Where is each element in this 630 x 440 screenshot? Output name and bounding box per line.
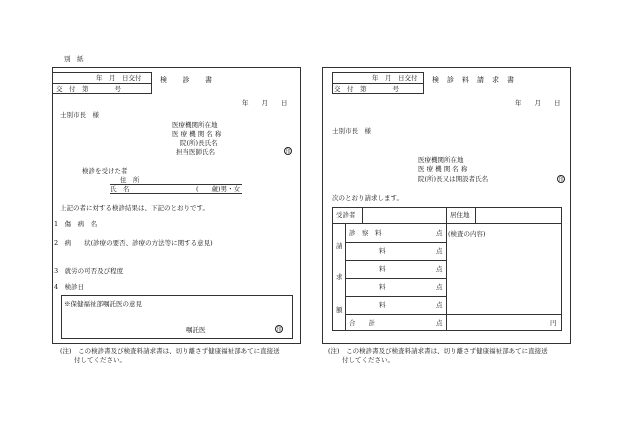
total-yen: 円 [550,319,557,327]
institution-address: 医療機関所在地 [172,121,218,129]
fee-row-label: 料 [379,265,386,273]
fee-row-unit: 点 [436,229,443,237]
examinee-address-label: 住 所 [120,176,140,184]
seal-mark: 印 [285,149,291,155]
fee-row-unit: 点 [436,247,443,255]
footer-note: (注) この検診書及び検査料請求書は、切り離さず健康福祉部あてに直接送 [60,347,280,355]
fee-row-label: 料 [379,247,386,255]
claim-institution-name: 医 療 機 関 名 称 [418,165,468,173]
claim-issue-number-label: 交 付 第 号 [334,85,399,93]
claim-addressee: 士別市長 様 [332,127,371,135]
attachment-label: 別 紙 [64,55,84,63]
claim-form-date: 年 月 日 [515,99,561,107]
item-exam-date: 4 検診日 [54,283,85,291]
claim-issue-date-label: 年 月 日交付 [372,74,418,82]
item-condition: 2 病 状(診療の要否、診療の方法等に関する意見) [54,239,213,247]
claim-footer-note-cont: 付してください。 [342,356,394,364]
institution-name: 医 療 機 関 名 称 [172,130,222,138]
fee-row-label: 料 [379,283,386,291]
claim-char-2: 求 [336,273,343,281]
recipient-label: 受診者 [336,211,356,219]
doctor-name: 担当医師氏名 [176,148,215,156]
opinion-seal-mark: 印 [276,327,282,333]
fee-row-unit: 点 [436,265,443,273]
examinee-heading: 検診を受けた者 [82,167,128,175]
item-diagnosis: 1 傷 病 名 [54,220,98,228]
claim-footer-note: (注) この検診書及び検査料請求書は、切り離さず健康福祉部あてに直接送 [328,347,548,355]
total-unit: 点 [436,319,443,327]
request-text: 次のとおり請求します。 [332,194,403,202]
examinee-name-line [110,193,242,194]
issue-date-label: 年 月 日交付 [96,74,142,82]
addressee: 士別市長 様 [60,111,99,119]
total-label: 合 計 [349,319,375,327]
director-name: 院(所)長氏名 [180,139,218,147]
examinee-age-sex: ( 歳)男・女 [196,185,241,193]
exam-form-date: 年 月 日 [242,99,288,107]
opinion-title: ※保健福祉部嘱託医の意見 [64,300,142,308]
claim-char-1: 請 [336,242,343,250]
intro-text: 上記の者に対する検診結果は、下記のとおりです。 [60,204,209,212]
exam-form-title: 検 診 書 [160,76,213,84]
claim-char-3: 額 [336,306,343,314]
fee-row-label: 料 [379,301,386,309]
issue-number-label: 交 付 第 号 [56,85,121,93]
fee-row-label: 診 察 料 [349,229,382,237]
residence-label: 居住地 [450,211,470,219]
item-work-ability: 3 就労の可否及び程度 [54,267,124,275]
claim-table [332,207,562,331]
fee-row-unit: 点 [436,301,443,309]
commissioned-doctor-label: 嘱託医 [186,326,206,334]
exam-content-label: (検査の内容) [448,230,486,238]
fee-row-unit: 点 [436,283,443,291]
claim-director-name: 院(所)長又は開設者氏名 [418,175,489,183]
footer-note-cont: 付してください。 [74,356,126,364]
claim-form-title: 検 診 料 請 求 書 [432,76,515,84]
claim-seal-mark: 印 [558,177,564,183]
examinee-name-label: 氏 名 [110,185,130,193]
claim-institution-address: 医療機関所在地 [418,156,464,164]
